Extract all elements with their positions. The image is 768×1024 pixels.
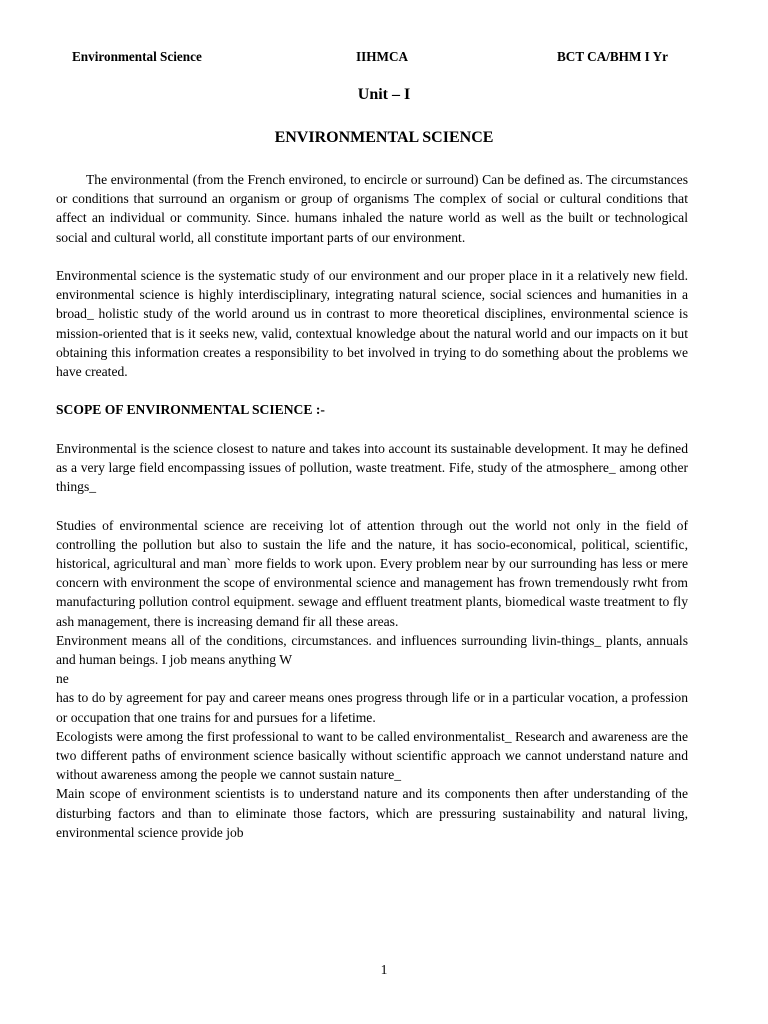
unit-title: Unit – I	[357, 86, 411, 103]
paragraph-environment-means: Environment means all of the conditions, circumstances. and influences surrounding livin-things_ plants, annuals and human beings. I job means anything W	[56, 632, 688, 668]
document-title: ENVIRONMENTAL SCIENCE	[274, 129, 494, 146]
paragraph-career: has to do by agreement for pay and career means ones progress through life or in a particular vocation, a profession or occupation that one trains for and pursues for a lifetime.	[56, 690, 688, 725]
header-subject: Environmental Science	[72, 49, 202, 64]
paragraph-fragment: ne	[56, 671, 69, 687]
page-number: 1	[380, 962, 388, 977]
paragraph-env-science: Environmental science is the systematic study of our environment and our proper place in it a relatively new field. environmental science is highly interdisciplinary, integrating natural science, social sciences and humanities in a broad_ holistic study of the world around us in contrast to more theoretical disciplines, environmental science is mission-oriented that is it seeks new, valid, contextual knowledge about the natural world and our impacts on it but obtaining this information creates a responsibility to bet involved in trying to do something about the problems we have created.	[56, 268, 688, 380]
paragraph-definition: The environmental (from the French environed, to encircle or surround) Can be defined as. The circumstances or conditions that surround an organism or group of organisms The complex of social or cultural conditions that affect an individual or community. Since. humans inhaled the nature world as well as the built or technological social and cultural world, all constitute important parts of our environment.	[56, 172, 688, 245]
header-course: BCT CA/BHM I Yr	[557, 49, 668, 64]
paragraph-scope-intro: Environmental is the science closest to nature and takes into account its sustainable development. It may he defined as a very large field encompassing issues of pollution, waste treatment. Fife, study of the atmosphere_ among other things_	[56, 440, 688, 495]
paragraph-ecologists: Ecologists were among the first professional to want to be called environmentalist_ Research and awareness are the two different paths of environment science basically without scientific approach we cannot understand nature and without awareness among the people we cannot sustain nature_	[56, 728, 688, 783]
paragraph-studies: Studies of environmental science are receiving lot of attention through out the world not only in the field of controlling the pollution but also to sustain the life and the nature, it has socio-economical, political, scientific, historical, agricultural and man` more fields to work upon. Every problem near by our surrounding has less or mere concern with environment the scope of environmental science and management has frown tremendously rwht from manufacturing pollution control equipment. sewage and effluent treatment plants, biomedical waste treatment to fly ash management, there is increasing demand fir all these areas.	[56, 517, 688, 629]
header-institute: IIHMCA	[356, 49, 409, 64]
document-body	[56, 170, 688, 842]
paragraph-main-scope: Main scope of environment scientists is to understand nature and its components then after understanding of the disturbing factors and than to eliminate those factors, which are pressuring sustainability and natural living, environmental science provide job	[56, 786, 688, 840]
section-heading-scope: SCOPE OF ENVIRONMENTAL SCIENCE :-	[56, 402, 325, 418]
